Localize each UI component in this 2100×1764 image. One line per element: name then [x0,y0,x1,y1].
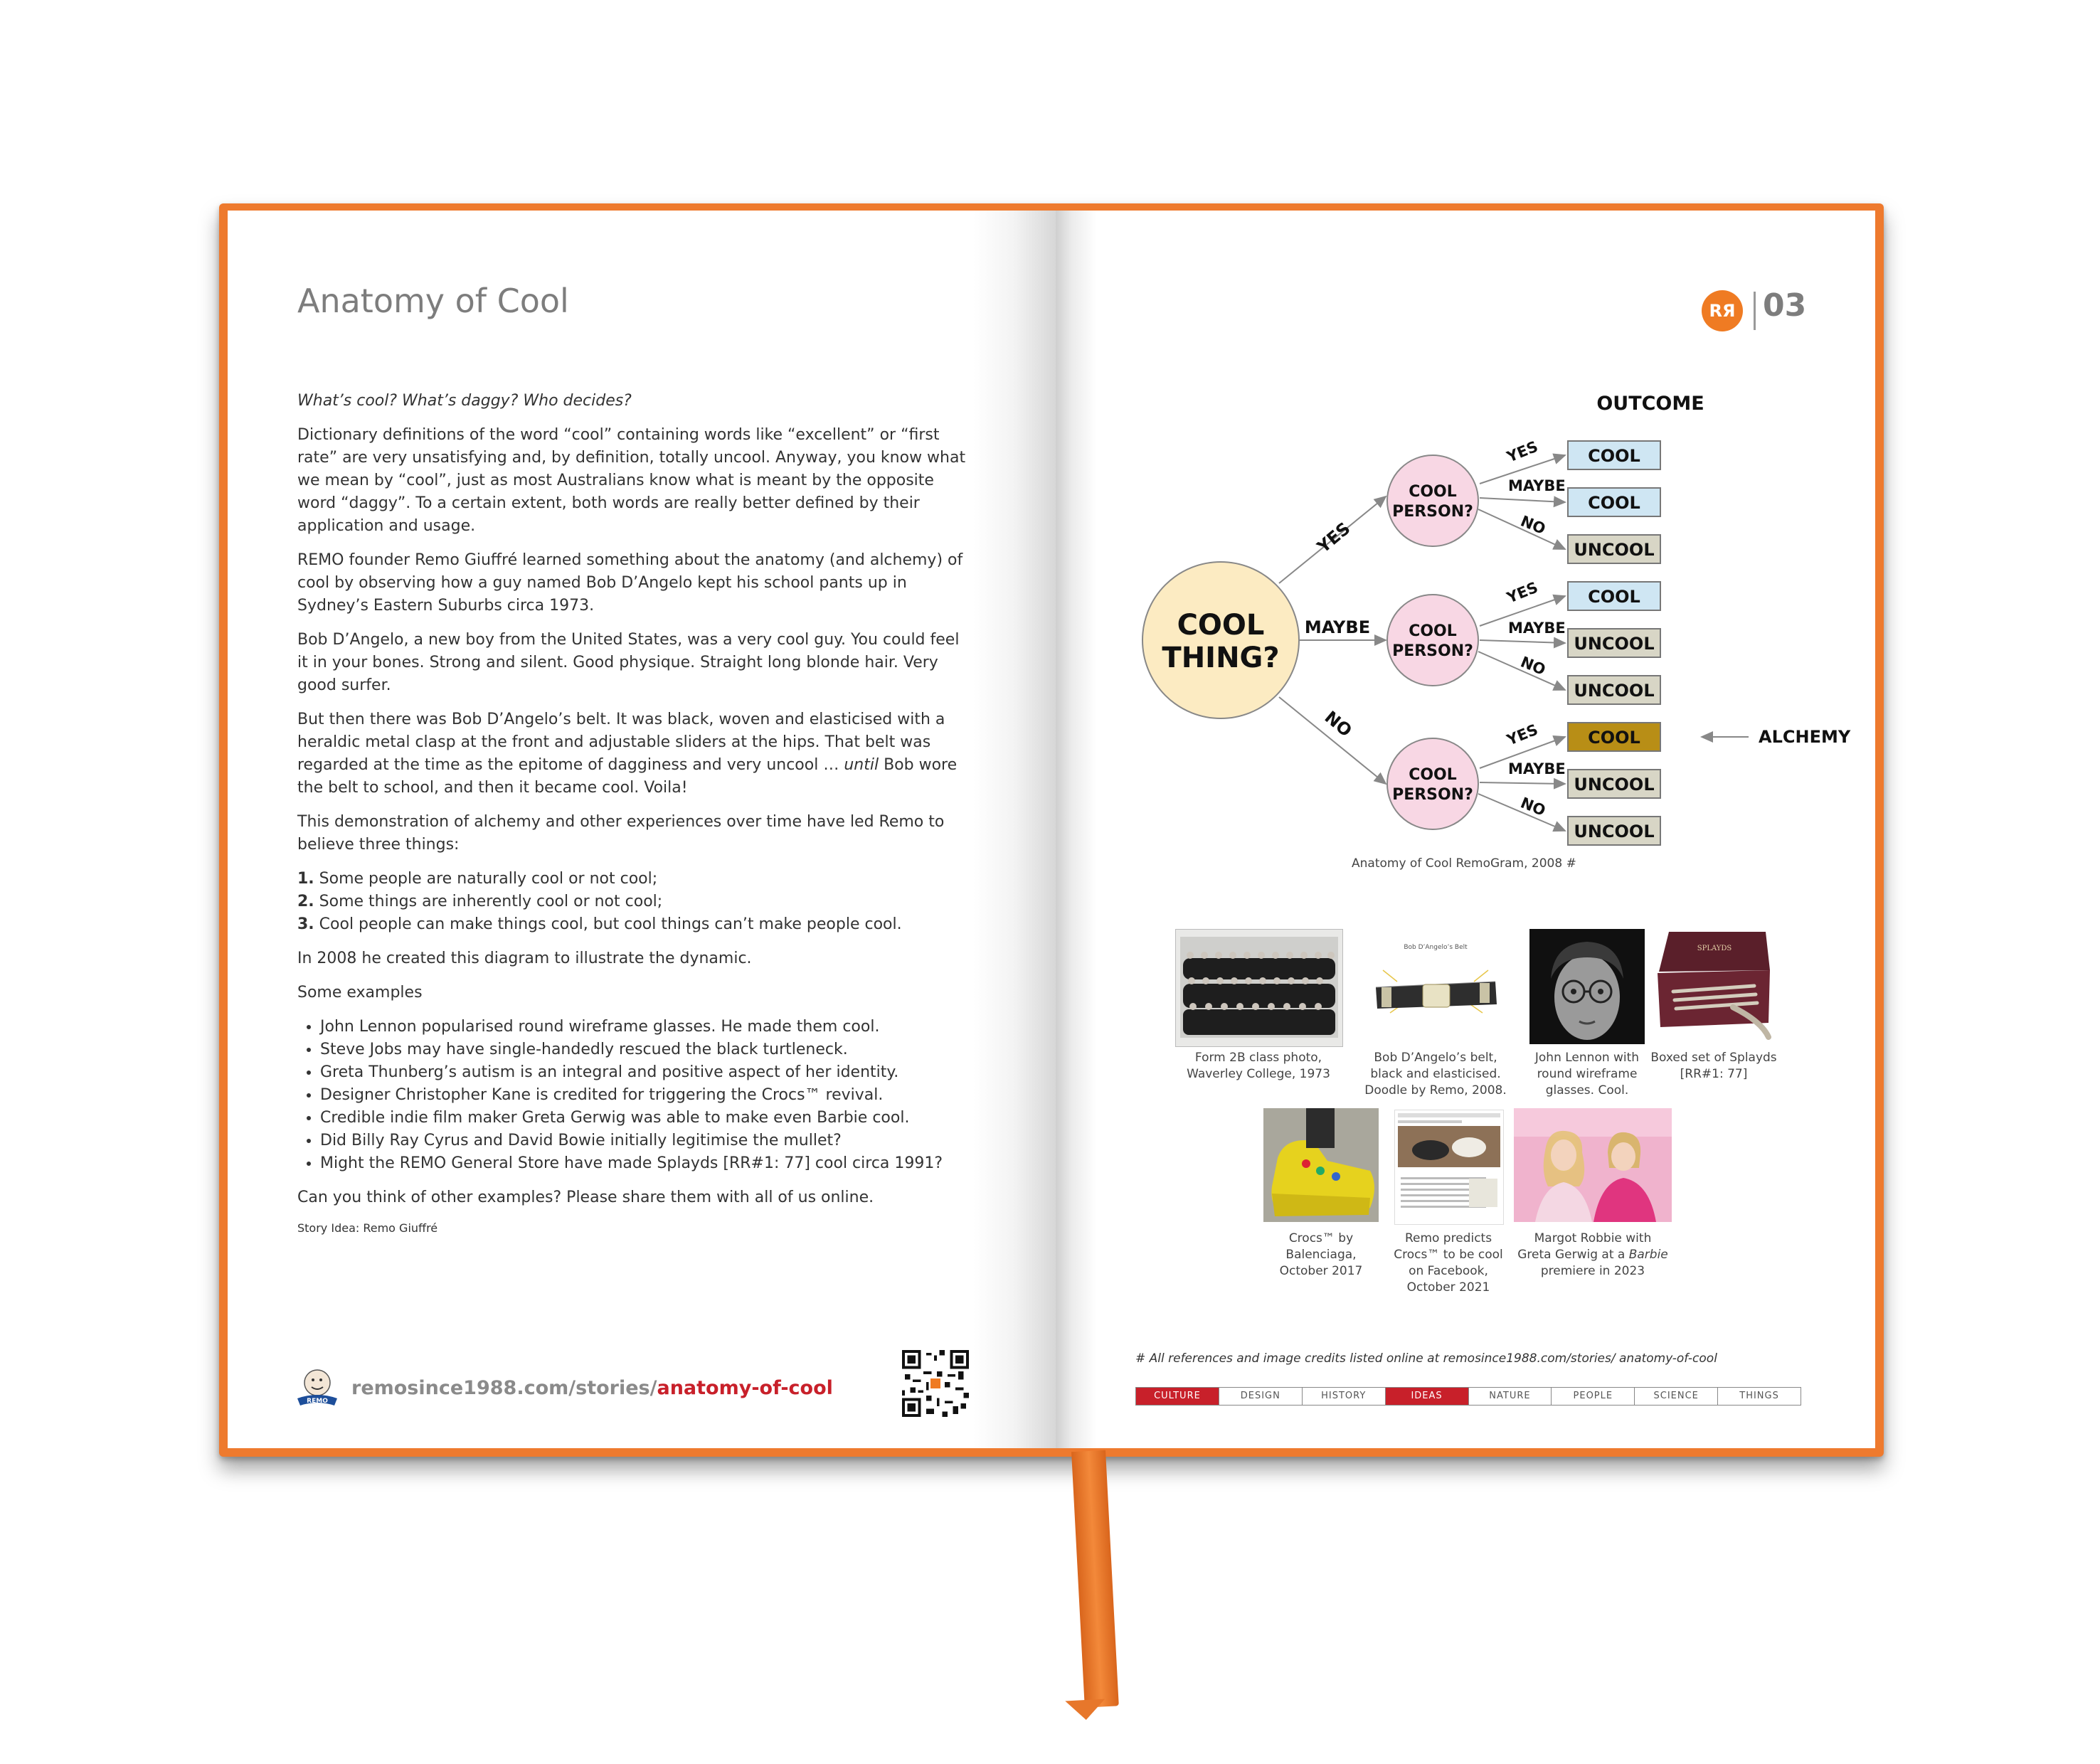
list-item: • Greta Thunberg’s autism is an integral and positive aspect of her identity. [320,1061,973,1084]
anatomy-of-cool-diagram [1124,384,1851,854]
list-number: 1. [297,870,314,888]
caption-line: Bob D’Angelo’s belt, [1374,1051,1497,1065]
person-label: PERSON? [1392,503,1473,521]
person-label: COOL [1409,483,1457,501]
list-number: 3. [297,915,314,933]
tab-design[interactable]: DESIGN [1219,1388,1303,1405]
caption-line: October 2021 [1406,1280,1490,1295]
page-title: Anatomy of Cool [297,282,569,320]
rr-logo-badge: RЯ [1702,290,1743,331]
branch-label: YES [1313,518,1354,558]
diagram-caption: Anatomy of Cool RemoGram, 2008 # [1352,856,1576,871]
page-number: 03 [1763,287,1807,324]
root-label: COOL [1177,609,1265,642]
caption-line: premiere in 2023 [1540,1264,1645,1278]
outcome-label: UNCOOL [1574,681,1655,701]
photo-caption [1171,1050,1346,1083]
caption-line: round wireframe [1537,1067,1638,1081]
facebook-post-image [1394,1110,1504,1225]
barbie-premiere-image [1514,1108,1672,1222]
tab-ideas[interactable]: IDEAS [1386,1388,1469,1405]
list-number: 2. [297,893,314,910]
logo-text: REMO [307,1398,328,1405]
story-url-link[interactable] [351,1377,833,1399]
caption-line: glasses. Cool. [1545,1083,1629,1098]
sub-branch-label: MAYBE [1508,477,1566,494]
sub-branch-label: NO [1518,653,1548,679]
url-base: remosince1988.com/stories/ [351,1377,657,1399]
root-label: THING? [1162,642,1280,674]
sub-branch-label: NO [1518,794,1548,819]
story-credit: Story Idea: Remo Giuffré [297,1221,438,1235]
list-item [297,891,973,913]
examples-heading: Some examples [297,984,423,1001]
outcome-label: UNCOOL [1574,634,1655,654]
photo-caption [1256,1231,1386,1280]
paragraph: Bob D’Angelo, a new boy from the United States, was a very cool guy. You could feel it in your bones. Strong and silent. Good physique. Straight long blonde hair. Very good surfer. [297,631,960,694]
outcome-label: COOL [1588,493,1640,513]
caption-line: John Lennon with [1534,1051,1640,1065]
list-text: Some people are naturally cool or not cool; [319,870,658,888]
references-note: # All references and image credits listed online at remosince1988.com/stories/ anatomy-of-cool [1135,1351,1717,1366]
caption-line [1502,1247,1683,1263]
list-item [297,868,973,891]
person-label: COOL [1409,622,1457,640]
sub-branch-label: YES [1504,721,1541,749]
person-label: PERSON? [1392,786,1473,804]
outcome-label: UNCOOL [1574,775,1655,795]
sub-branch-label: YES [1504,578,1541,607]
caption-line: Boxed set of Splayds [1650,1051,1777,1065]
paragraph: In 2008 he created this diagram to illustrate the dynamic. [297,950,752,967]
list-text: Some things are inherently cool or not cool; [319,893,663,910]
category-tabs [1135,1387,1801,1406]
outcome-boxes [1568,441,1660,845]
article-body [297,390,973,1248]
caption-line: black and elasticised. [1370,1067,1501,1081]
remo-logo-icon [296,1366,339,1410]
qr-code-icon[interactable] [902,1350,969,1417]
sub-branch-label: YES [1504,437,1541,466]
tab-people[interactable]: PEOPLE [1552,1388,1635,1405]
photo-caption [1635,1050,1793,1083]
person-label: PERSON? [1392,642,1473,660]
caption-line: [RR#1: 77] [1680,1067,1748,1081]
list-item: • Credible indie film maker Greta Gerwig was able to make even Barbie cool. [320,1107,973,1130]
caption-line: Crocs™ to be cool [1394,1248,1503,1262]
examples-list [297,1016,973,1175]
header-divider [1754,292,1756,330]
paragraph: Dictionary definitions of the word “cool” containing words like “excellent” or “first rate” are very unsatisfying and, by definition, totally uncool. Anyway, you know what we mean by “cool”, just as most Australians know what is meant by the opposite word “daggy”. To a certain extent, both words are really better defined by their application and usage. [297,426,966,535]
doodle-label: Bob D’Angelo’s Belt [1404,944,1468,951]
sub-branch-label: NO [1518,512,1548,538]
beliefs-list [297,868,973,936]
caption-line: Remo predicts [1404,1231,1492,1245]
sub-branch-label: MAYBE [1508,620,1566,637]
box-label: SPLAYDS [1697,945,1732,952]
photo-caption [1521,1050,1653,1099]
list-item: • Steve Jobs may have single-handedly rescued the black turtleneck. [320,1038,973,1061]
photo-caption [1380,1231,1517,1296]
outcome-label: UNCOOL [1574,540,1655,560]
paragraph-belt-text: But then there was Bob D’Angelo’s belt. It was black, woven and elasticised with a heraldic metal clasp at the front and adjustable sliders at the hips. That belt was regarded at the time as the epitome of dagginess and very uncool … until Bob wore the belt to school, and then it became cool. Voila! [297,711,958,797]
closing-paragraph: Can you think of other examples? Please share them with all of us online. [297,1189,874,1206]
alchemy-label: ALCHEMY [1759,727,1851,747]
branch-label: NO [1320,707,1356,741]
lead-question: What’s cool? What’s daggy? Who decides? [297,392,632,410]
list-text: Cool people can make things cool, but cool things can’t make people cool. [319,915,902,933]
list-item [297,913,973,936]
outcome-label: UNCOOL [1574,822,1655,841]
branch-label: MAYBE [1304,617,1371,637]
caption-line: Balenciaga, [1285,1248,1357,1262]
bookmark-ribbon [1071,1450,1119,1708]
caption-line: Waverley College, 1973 [1187,1067,1330,1081]
tab-science[interactable]: SCIENCE [1635,1388,1718,1405]
outcome-label: COOL [1588,446,1640,466]
caption-line: October 2017 [1279,1264,1363,1278]
photo-caption [1502,1231,1683,1280]
belt-doodle-image [1362,935,1510,1041]
outcome-header: OUTCOME [1596,393,1704,415]
tab-history[interactable]: HISTORY [1303,1388,1386,1405]
caption-italic: Barbie [1628,1248,1668,1262]
john-lennon-image [1529,929,1645,1044]
paragraph-belt [297,708,973,799]
outcome-label: COOL [1588,728,1640,748]
class-photo-image [1175,929,1343,1047]
caption-line: on Facebook, [1409,1264,1488,1278]
crocs-balenciaga-image [1263,1108,1379,1222]
list-item: • Might the REMO General Store have made Splayds [RR#1: 77] cool circa 1991? [320,1152,973,1175]
tab-nature[interactable]: NATURE [1469,1388,1552,1405]
caption-line: Crocs™ by [1288,1231,1354,1245]
caption-line: Form 2B class photo, [1194,1051,1322,1065]
list-item: • John Lennon popularised round wireframe glasses. He made them cool. [320,1016,973,1038]
tab-things[interactable]: THINGS [1739,1391,1779,1401]
paragraph: This demonstration of alchemy and other experiences over time have led Remo to believe three things: [297,813,945,854]
url-slug: anatomy-of-cool [657,1377,833,1399]
caption-line: Margot Robbie with [1534,1231,1652,1245]
sub-branch-label: MAYBE [1508,760,1566,777]
emphasis: until [844,756,879,774]
list-item: • Designer Christopher Kane is credited for triggering the Crocs™ revival. [320,1084,973,1107]
splayds-box-image [1655,929,1773,1041]
paragraph: REMO founder Remo Giuffré learned something about the anatomy (and alchemy) of cool by observing how a guy named Bob D’Angelo kept his school pants up in Sydney’s Eastern Suburbs circa 1973. [297,551,963,615]
caption-line: Doodle by Remo, 2008. [1364,1083,1507,1098]
list-item: • Did Billy Ray Cyrus and David Bowie initially legitimise the mullet? [320,1130,973,1152]
person-label: COOL [1409,766,1457,784]
caption-text: Greta Gerwig at a [1517,1248,1629,1262]
outcome-label: COOL [1588,587,1640,607]
bookmark-ribbon-tip [1065,1699,1105,1721]
photo-caption [1345,1050,1527,1099]
tab-culture[interactable]: CULTURE [1136,1388,1219,1405]
